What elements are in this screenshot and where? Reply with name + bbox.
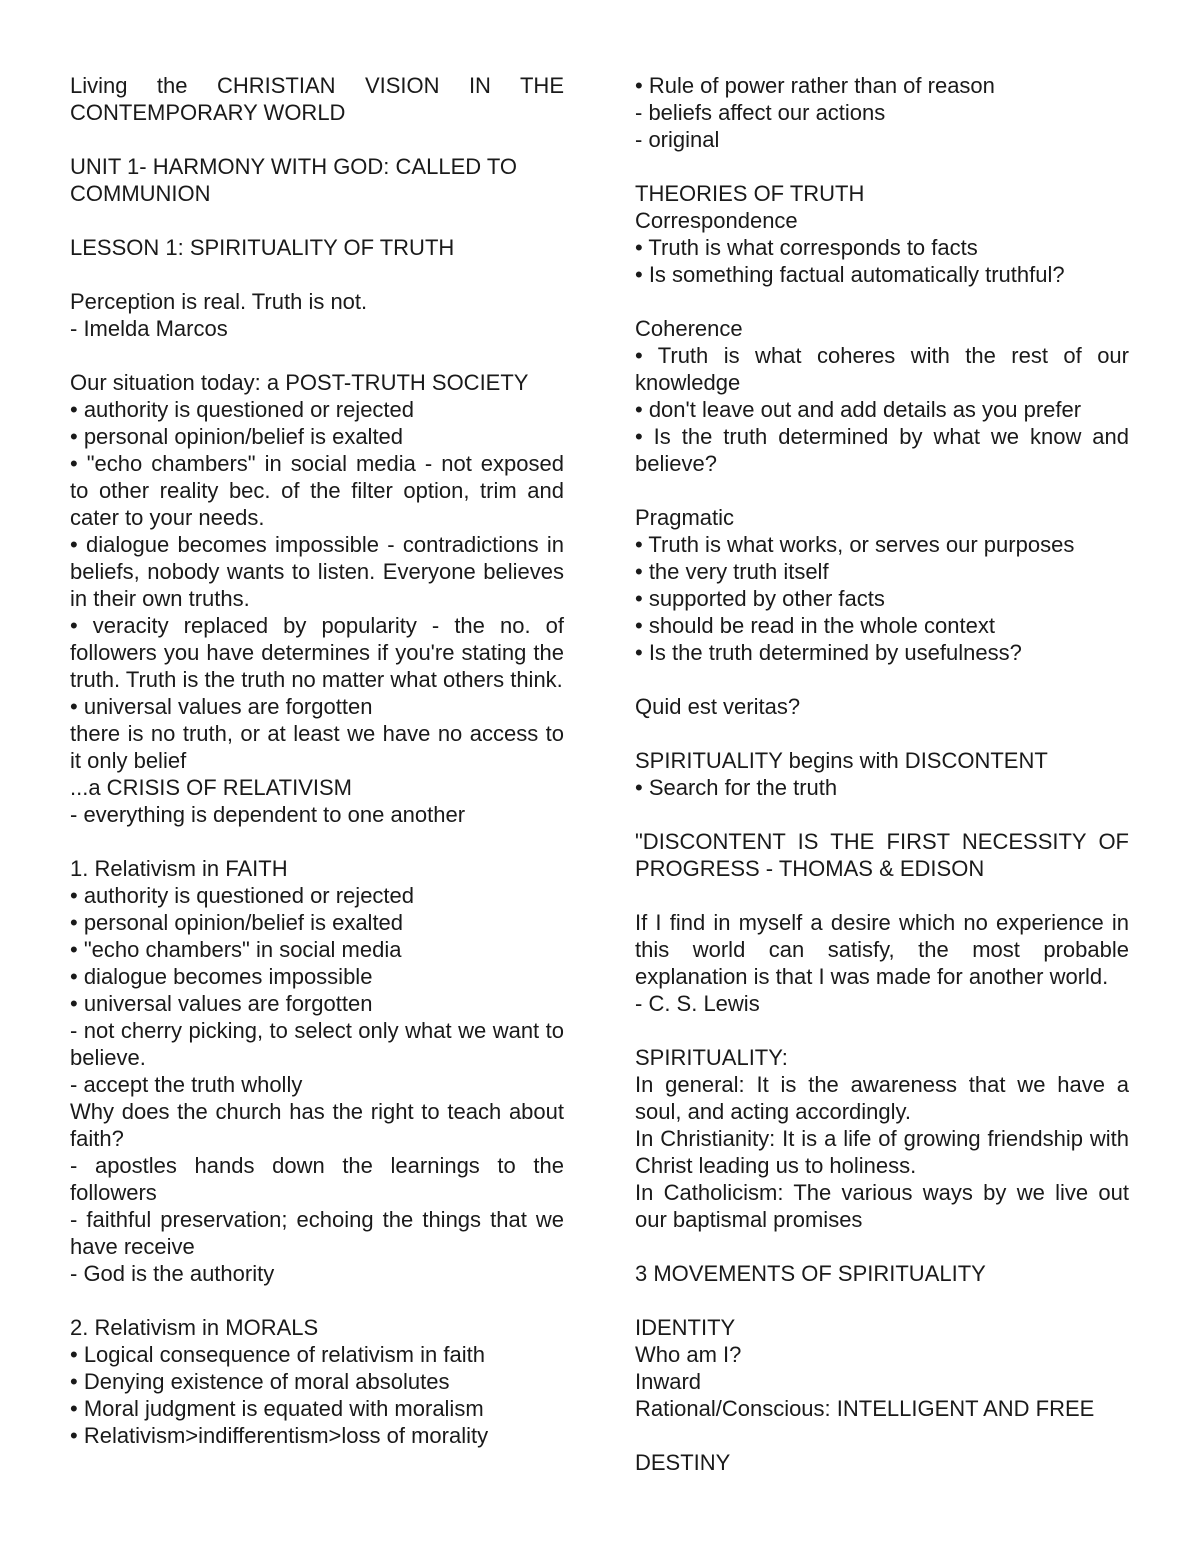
lewis-quote-author: - C. S. Lewis [635, 991, 760, 1016]
morals-item: • Denying existence of moral absolutes [70, 1369, 450, 1394]
pragmatic-item: • Truth is what works, or serves our purposes [635, 532, 1075, 557]
faith-item: • "echo chambers" in social media [70, 937, 402, 962]
situation-item: • universal values are forgotten [70, 694, 373, 719]
continued-item: • Rule of power rather than of reason [635, 73, 995, 98]
faith-heading: 1. Relativism in FAITH [70, 856, 288, 881]
pragmatic-item: • should be read in the whole context [635, 613, 995, 638]
lesson-heading: LESSON 1: SPIRITUALITY OF TRUTH [70, 235, 455, 260]
faith-item: • universal values are forgotten [70, 991, 373, 1016]
pragmatic-heading: Pragmatic [635, 505, 735, 530]
pragmatic-item: • supported by other facts [635, 586, 885, 611]
spirituality-item: • Search for the truth [635, 775, 838, 800]
document-title: Living the CHRISTIAN VISION IN THE CONTEMPORARY WORLD [70, 73, 564, 125]
faith-item: - apostles hands down the learnings to the followers [70, 1153, 564, 1205]
faith-item: • personal opinion/belief is exalted [70, 910, 404, 935]
pragmatic-item: • the very truth itself [635, 559, 829, 584]
faith-item: Why does the church has the right to teach about faith? [70, 1099, 564, 1151]
opening-quote-author: - Imelda Marcos [70, 316, 228, 341]
coherence-heading: Coherence [635, 316, 743, 341]
situation-item: • veracity replaced by popularity - the no. of followers you have determines if you're stating the truth. Truth is the truth no matter what others think. [70, 613, 564, 692]
morals-item: • Relativism>indifferentism>loss of morality [70, 1423, 489, 1448]
pragmatic-item: • Is the truth determined by usefulness? [635, 640, 1022, 665]
situation-item: ...a CRISIS OF RELATIVISM [70, 775, 352, 800]
faith-item: - God is the authority [70, 1261, 275, 1286]
spirituality-general: In general: It is the awareness that we have a soul, and acting accordingly. [635, 1072, 1129, 1124]
situation-item: • personal opinion/belief is exalted [70, 424, 404, 449]
left-column [70, 72, 564, 1449]
coherence-item: • Truth is what coheres with the rest of our knowledge [635, 343, 1129, 395]
right-column [635, 72, 1129, 1476]
edison-quote: "DISCONTENT IS THE FIRST NECESSITY OF PROGRESS - THOMAS & EDISON [635, 829, 1129, 881]
spirituality-catholicism: In Catholicism: The various ways by we live out our baptismal promises [635, 1180, 1129, 1232]
morals-item: • Logical consequence of relativism in faith [70, 1342, 485, 1367]
opening-quote: Perception is real. Truth is not. [70, 289, 368, 314]
spirituality-christianity: In Christianity: It is a life of growing friendship with Christ leading us to holiness. [635, 1126, 1129, 1178]
coherence-item: • don't leave out and add details as you prefer [635, 397, 1082, 422]
coherence-item: • Is the truth determined by what we know and believe? [635, 424, 1129, 476]
situation-item: • authority is questioned or rejected [70, 397, 415, 422]
identity-item: Inward [635, 1369, 702, 1394]
faith-item: - not cherry picking, to select only what we want to believe. [70, 1018, 564, 1070]
continued-item: - beliefs affect our actions [635, 100, 886, 125]
faith-item: • authority is questioned or rejected [70, 883, 415, 908]
morals-item: • Moral judgment is equated with moralism [70, 1396, 484, 1421]
spirituality-discontent-heading: SPIRITUALITY begins with DISCONTENT [635, 748, 1048, 773]
faith-item: - accept the truth wholly [70, 1072, 303, 1097]
correspondence-heading: Correspondence [635, 208, 798, 233]
situation-item: - everything is dependent to one another [70, 802, 466, 827]
destiny-heading: DESTINY [635, 1450, 731, 1475]
unit-heading: UNIT 1- HARMONY WITH GOD: CALLED TO COMMUNION [70, 154, 517, 206]
morals-heading: 2. Relativism in MORALS [70, 1315, 319, 1340]
theories-heading: THEORIES OF TRUTH [635, 181, 865, 206]
spirituality-label: SPIRITUALITY: [635, 1045, 788, 1070]
situation-item: there is no truth, or at least we have no access to it only belief [70, 721, 564, 773]
identity-item: Rational/Conscious: INTELLIGENT AND FREE [635, 1396, 1095, 1421]
faith-item: - faithful preservation; echoing the things that we have receive [70, 1207, 564, 1259]
lewis-quote: If I find in myself a desire which no experience in this world can satisfy, the most probable explanation is that I was made for another world. [635, 910, 1129, 989]
faith-item: • dialogue becomes impossible [70, 964, 373, 989]
situation-heading: Our situation today: a POST-TRUTH SOCIETY [70, 370, 529, 395]
situation-item: • "echo chambers" in social media - not exposed to other reality bec. of the filter option, trim and cater to your needs. [70, 451, 564, 530]
identity-heading: IDENTITY [635, 1315, 736, 1340]
continued-item: - original [635, 127, 720, 152]
correspondence-item: • Is something factual automatically truthful? [635, 262, 1065, 287]
quid-line: Quid est veritas? [635, 694, 801, 719]
movements-heading: 3 MOVEMENTS OF SPIRITUALITY [635, 1261, 986, 1286]
situation-item: • dialogue becomes impossible - contradictions in beliefs, nobody wants to listen. Everyone believes in their own truths. [70, 532, 564, 611]
correspondence-item: • Truth is what corresponds to facts [635, 235, 978, 260]
identity-item: Who am I? [635, 1342, 742, 1367]
